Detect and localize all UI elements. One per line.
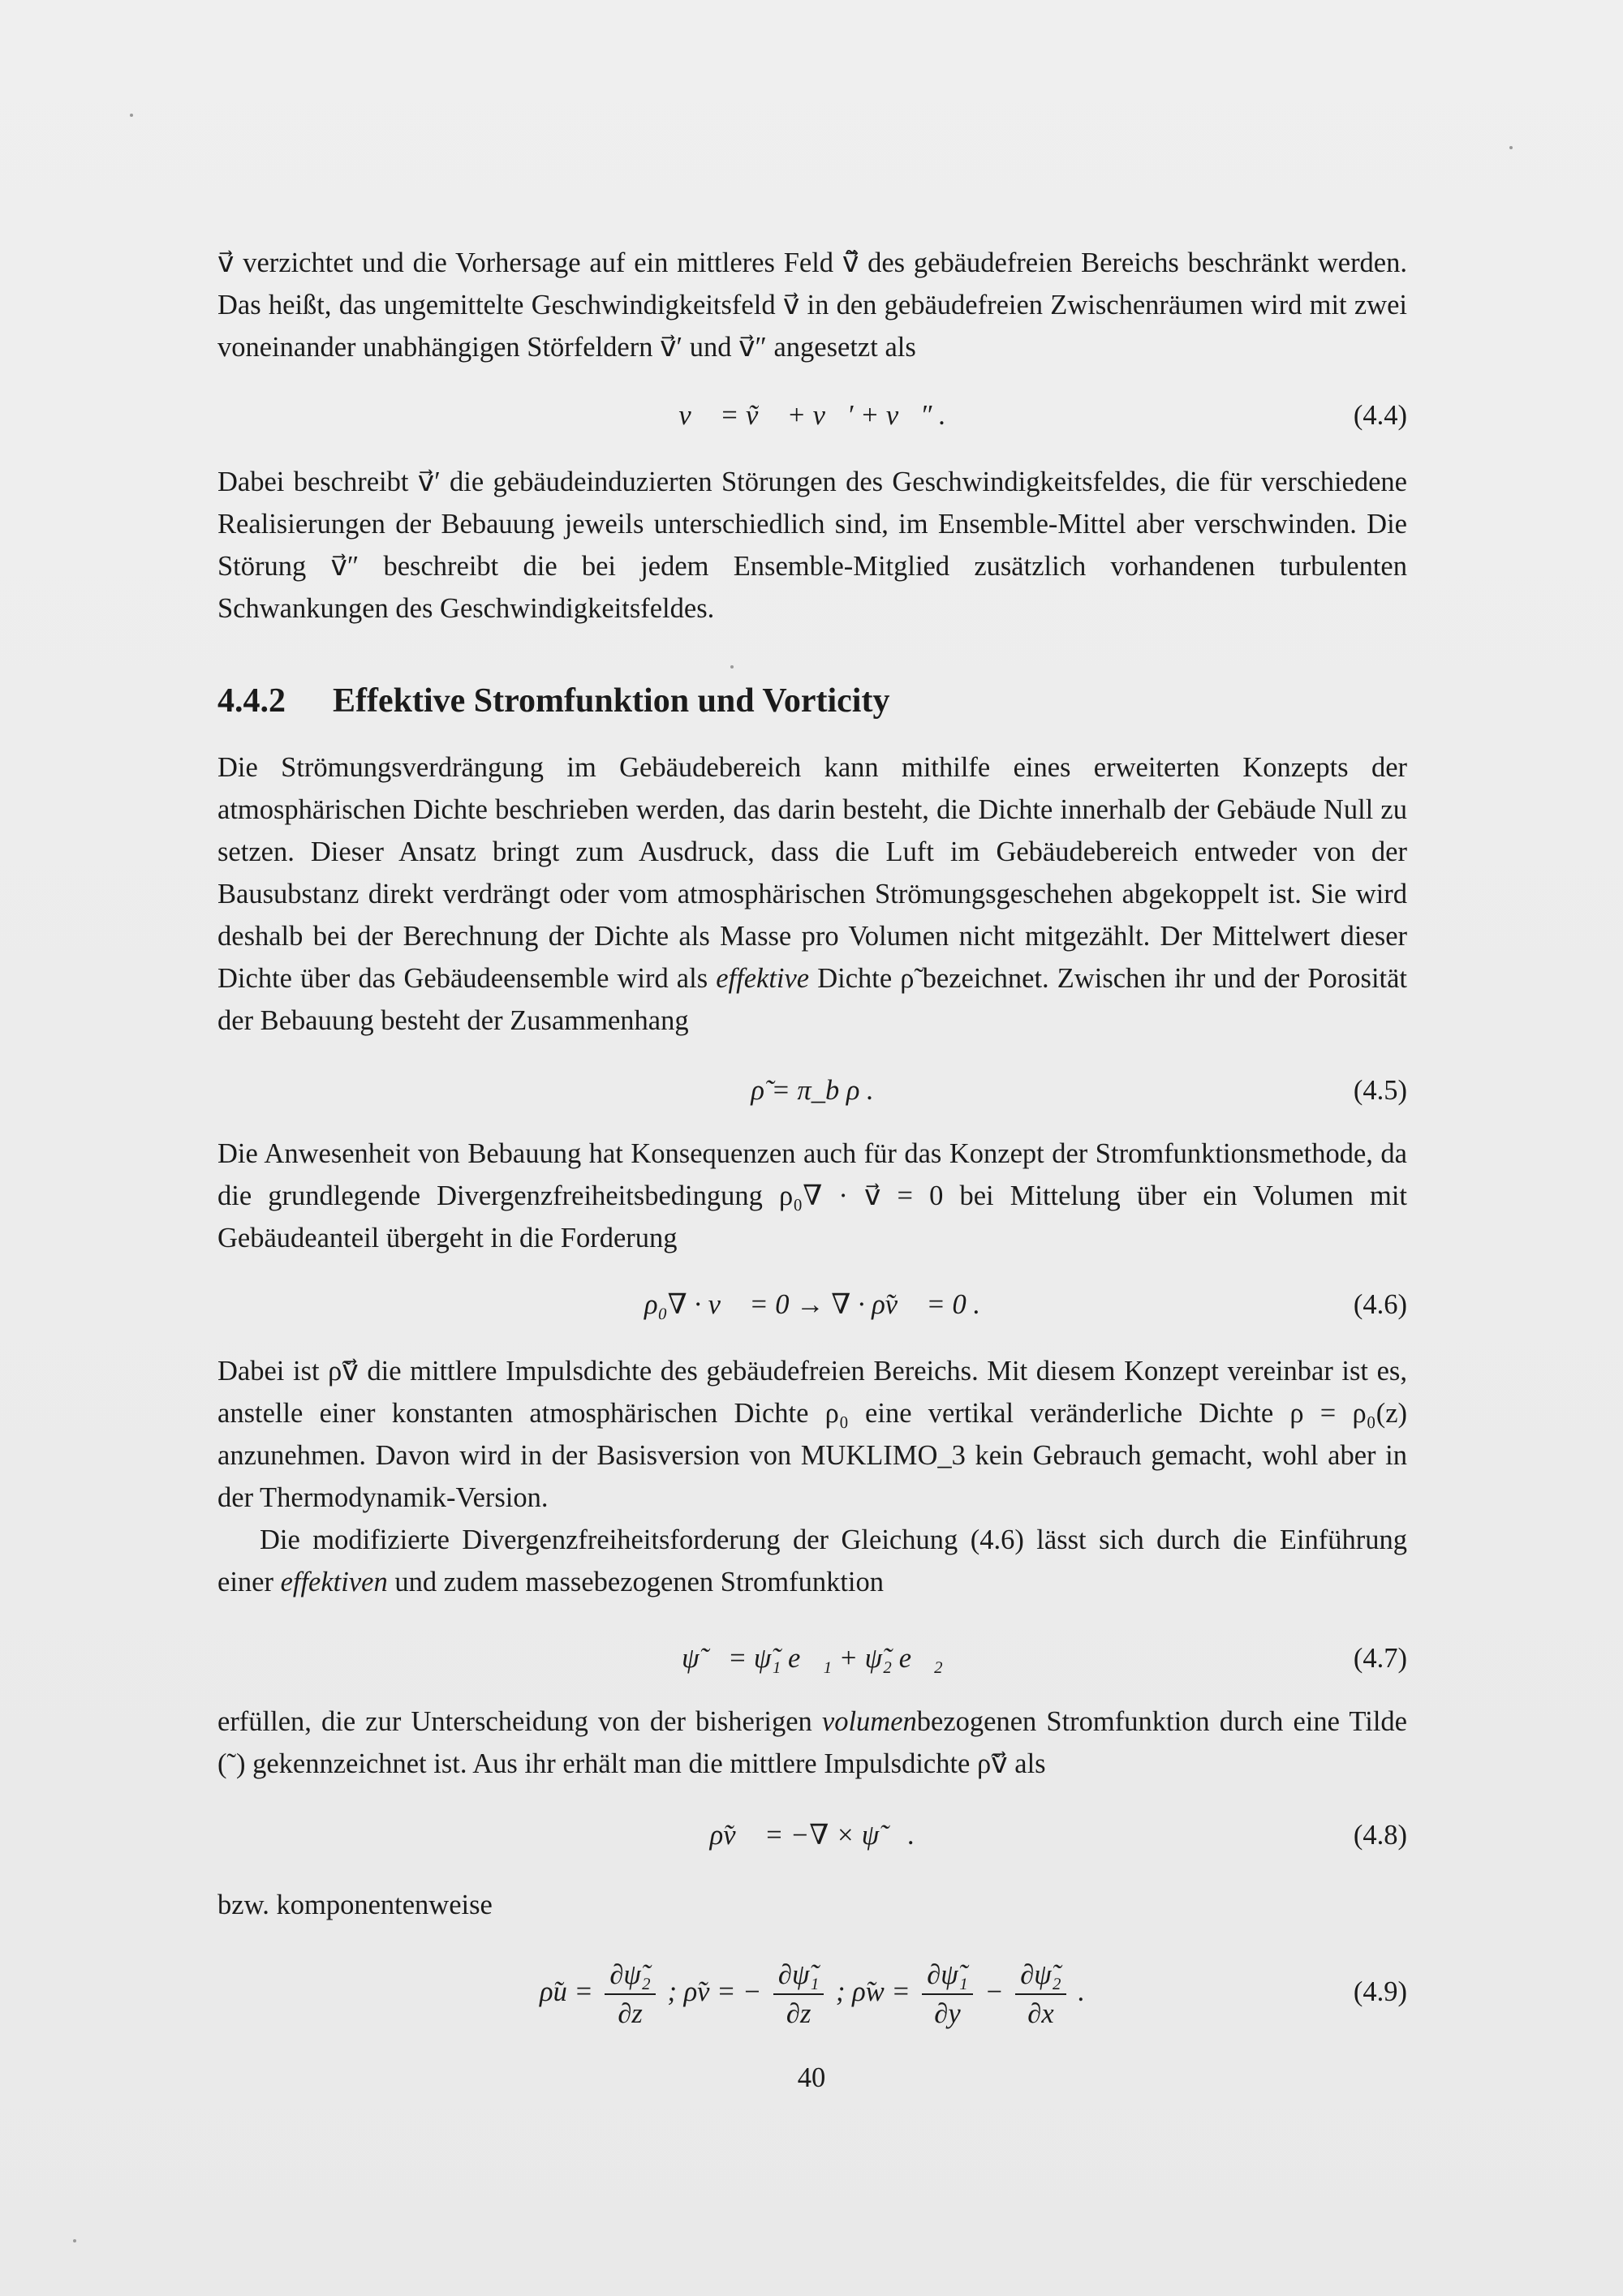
paragraph-text [217, 1519, 1407, 1603]
equation-term: − [984, 1976, 1004, 2007]
equation-term: . [1078, 1976, 1085, 2007]
numerator: ∂ψ̃₂ [605, 1956, 655, 1995]
numerator: ∂ψ̃₁ [773, 1956, 824, 1995]
paragraph-tilde [217, 1701, 1407, 1785]
paragraph-effective-stream-function [217, 1519, 1407, 1603]
equation-term: ; ρ̃w = [836, 1976, 911, 2007]
equation-4-8 [217, 1812, 1407, 1858]
text-run: Die modifizierte Divergenzfreiheitsforderung der Gleichung (4.6) lässt sich durch die Einführung einer [217, 1524, 1407, 1597]
equation-4-9 [217, 1947, 1407, 2036]
denominator: ∂x [1027, 1998, 1054, 2030]
paragraph-components [217, 1884, 1407, 1926]
paragraph-density [217, 746, 1407, 1042]
paragraph-stream-method [217, 1133, 1407, 1259]
equation-number: (4.6) [1353, 1289, 1407, 1320]
equation-number: (4.8) [1353, 1820, 1407, 1851]
scan-speck [730, 665, 734, 669]
fraction [773, 1956, 824, 2032]
section-number: 4.4.2 [217, 682, 286, 720]
equation-term: ρ̃u = [540, 1976, 593, 2007]
equation-term: ; ρ̃v = − [667, 1976, 762, 2007]
scan-speck [1509, 146, 1513, 149]
paragraph-text: Die Anwesenheit von Bebauung hat Konsequenzen auch für das Konzept der Stromfunktionsmethode, da die grundlegende Divergenzfreiheitsbedingung ρ₀∇ · v⃗ = 0 bei Mittelung über ein Volumen mit Gebäudeanteil übergeht in die Forderung [217, 1138, 1407, 1253]
paragraph-text [217, 1701, 1407, 1785]
equation-4-7 [217, 1636, 1407, 1681]
paragraph-text: Dabei beschreibt v⃗′ die gebäudeinduzierten Störungen des Geschwindigkeitsfeldes, die für verschiedene Realisierungen der Bebauung jeweils unterschiedlich sind, im Ensemble-Mittel aber verschwinden. Die Störung v⃗″ beschreibt die bei jedem Ensemble-Mitglied zusätzlich vorhandenen turbulenten Schwankungen des Geschwindigkeitsfeldes. [217, 467, 1407, 624]
page-number: 40 [797, 2062, 826, 2093]
section-heading [217, 680, 1407, 722]
paragraph-text: bzw. komponentenweise [217, 1890, 493, 1920]
fraction [1015, 1956, 1065, 2032]
emphasis: effektiven [280, 1567, 388, 1597]
text-run: Die Strömungsverdrängung im Gebäudebereich kann mithilfe eines erweiterten Konzepts der atmosphärischen Dichte beschrieben werden, das darin besteht, die Dichte innerhalb der Gebäude Null zu setzen. Dieser Ansatz bringt zum Ausdruck, dass die Luft im Gebäudebereich entweder von der Bausubstanz direkt verdrängt oder vom atmosphärischen Strömungsgeschehen abgekoppelt ist. Sie wird deshalb bei der Berechnung der Dichte als Masse pro Volumen nicht mitgezählt. Der Mittelwert dieser Dichte über das Gebäudeensemble wird als [217, 752, 1407, 994]
equation-body [217, 1947, 1407, 2036]
equation-body: ρ̃ = π_b ρ . [751, 1075, 874, 1106]
section-title: Effektive Stromfunktion und Vorticity [333, 682, 890, 720]
paragraph-intro [217, 242, 1407, 368]
equation-4-5 [217, 1068, 1407, 1113]
equation-4-4 [217, 393, 1407, 438]
emphasis: volumen [821, 1706, 917, 1737]
equation-number: (4.5) [1353, 1075, 1407, 1106]
equation-body: v⃗ = ṽ⃗ + v⃗′ + v⃗″ . [678, 400, 946, 431]
numerator: ∂ψ̃₁ [922, 1956, 972, 1995]
equation-number: (4.7) [1353, 1643, 1407, 1674]
scan-speck [73, 2239, 76, 2242]
equation-4-6 [217, 1282, 1407, 1327]
equation-body: ψ̃⃗ = ψ̃₁ e⃗₁ + ψ̃₂ e⃗₂ [682, 1643, 943, 1674]
text-run: Dichte ρ̃ bezeichnet. Zwischen ihr und der Porosität der Bebauung besteht der Zusammenhang [217, 963, 1408, 1036]
fraction [922, 1956, 972, 2032]
equation-body: ρ₀∇ · v⃗ = 0 → ∇ · ρ̃v⃗ = 0 . [644, 1289, 980, 1320]
scan-speck [130, 114, 133, 117]
numerator: ∂ψ̃₂ [1015, 1956, 1065, 1995]
equation-number: (4.4) [1353, 400, 1407, 431]
paragraph-text [217, 746, 1407, 1042]
text-run: erfüllen, die zur Unterscheidung von der bisherigen [217, 1706, 812, 1737]
paragraph-text: Dabei ist ρ̃v⃗ die mittlere Impulsdichte des gebäudefreien Bereichs. Mit diesem Konzept vereinbar ist es, anstelle einer konstanten atmosphärischen Dichte ρ₀ eine vertikal veränderliche Dichte ρ = ρ₀(z) anzunehmen. Davon wird in der Basisversion von MUKLIMO_3 kein Gebrauch gemacht, wohl aber in der Thermodynamik-Version. [217, 1356, 1407, 1513]
paragraph-disturbances [217, 461, 1407, 630]
equation-number: (4.9) [1353, 1976, 1407, 2007]
paragraph-text: v⃗ verzichtet und die Vorhersage auf ein mittleres Feld ṽ⃗ des gebäudefreien Bereichs beschränkt werden. Das heißt, das ungemittelte Geschwindigkeitsfeld v⃗ in den gebäudefreien Zwischenräumen wird mit zwei voneinander unabhängigen Störfeldern v⃗′ und v⃗″ angesetzt als [217, 247, 1407, 363]
text-run: und zudem massebezogenen Stromfunktion [394, 1567, 885, 1597]
denominator: ∂z [786, 1998, 812, 2030]
denominator: ∂z [618, 1998, 643, 2030]
text-run: bezogenen Stromfunktion durch eine Tilde (˜) gekennzeichnet ist. Aus ihr erhält man die mittlere Impulsdichte ρ̃v⃗ als [217, 1706, 1407, 1779]
paragraph-momentum-density [217, 1350, 1407, 1519]
equation-body: ρ̃v⃗ = −∇ × ψ̃⃗ . [709, 1820, 915, 1851]
emphasis: effektive [716, 963, 810, 994]
denominator: ∂y [934, 1998, 961, 2030]
fraction [605, 1956, 655, 2032]
